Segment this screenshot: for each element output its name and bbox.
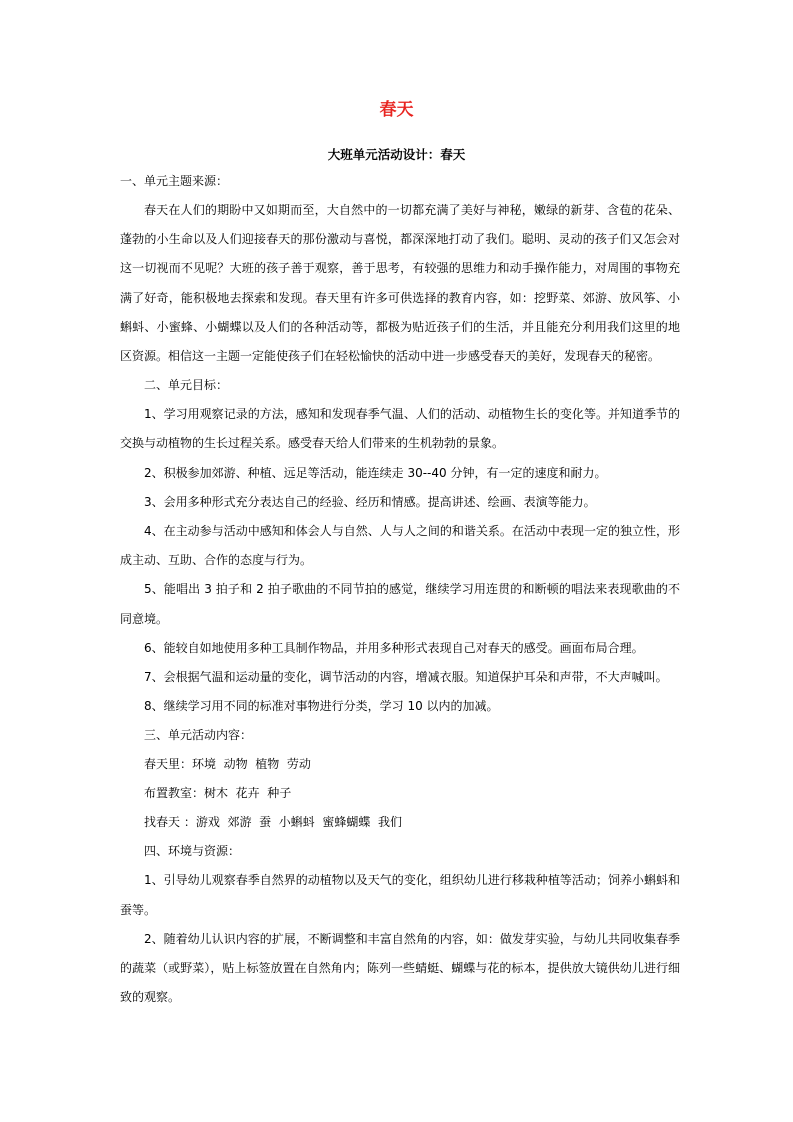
goal-item: 3、会用多种形式充分表达自己的经验、经历和情感。提高讲述、绘画、表演等能力。 [144,494,596,509]
goal-item: 6、能较自如地使用多种工具制作物品，并用多种形式表现自己对春天的感受。画面布局合理。 [144,640,644,655]
section-heading-3: 三、单元活动内容： [144,728,253,743]
goal-item: 7、会根据气温和运动量的变化，调节活动的内容，增减衣服。知道保护耳朵和声带，不大声喊叫。 [144,670,668,685]
activity-line: 春天里：环境 动物 植物 劳动 [144,757,311,772]
goal-item: 4、在主动参与活动中感知和体会人与自然、人与人之间的和谐关系。在活动中表现一定的独立性，形成主动、互助、合作的态度与行为。 [120,524,680,568]
goal-item: 1、学习用观察记录的方法，感知和发现春季气温、人们的活动、动植物生长的变化等。并知道季节的交换与动植物的生长过程关系。感受春天给人们带来的生机勃勃的景象。 [120,407,680,451]
goal-item: 8、继续学习用不同的标准对事物进行分类，学习 10 以内的加减。 [144,699,499,714]
page-title: 春天 [379,100,414,120]
section-heading-2: 二、单元目标： [144,378,229,393]
activity-line: 布置教室：树木 花卉 种子 [144,786,292,801]
section-heading-4: 四、环境与资源： [144,844,241,859]
resource-item: 2、随着幼儿认识内容的扩展，不断调整和丰富自然角的内容，如：做发芽实验，与幼儿共同收集春季的蔬菜（或野菜），贴上标签放置在自然角内；陈列一些蜻蜓、蝴蝶与花的标本，提供放大镜供幼儿进行细致的观察。 [120,931,680,1005]
document-body [120,167,680,1012]
section-heading-1: 一、单元主题来源： [120,174,229,188]
resource-item: 1、引导幼儿观察春季自然界的动植物以及天气的变化，组织幼儿进行移栽种植等活动；饲养小蝌蚪和蚕等。 [120,873,680,917]
document-subtitle: 大班单元活动设计：春天 [327,147,466,162]
goal-item: 5、能唱出 3 拍子和 2 拍子歌曲的不同节拍的感觉，继续学习用连贯的和断顿的唱法来表现歌曲的不同意境。 [120,582,680,626]
goal-item: 2、积极参加郊游、种植、远足等活动，能连续走 30--40 分钟，有一定的速度和耐力。 [144,465,607,480]
activity-line: 找春天 ：游戏 郊游 蚕 小蝌蚪 蜜蜂蝴蝶 我们 [144,815,402,830]
section-1-paragraph: 春天在人们的期盼中又如期而至，大自然中的一切都充满了美好与神秘，嫩绿的新芽、含苞的花朵、蓬勃的小生命以及人们迎接春天的那份激动与喜悦，都深深地打动了我们。聪明、灵动的孩子们又怎会对这一切视而不见呢？大班的孩子善于观察，善于思考，有较强的思维力和动手操作能力，对周围的事物充满了好奇，能积极地去探索和发现。春天里有许多可供选择的教育内容，如：挖野菜、郊游、放风筝、小蝌蚪、小蜜蜂、小蝴蝶以及人们的各种活动等，都极为贴近孩子们的生活，并且能充分利用我们这里的地区资源。相信这一主题一定能使孩子们在轻松愉快的活动中进一步感受春天的美好，发现春天的秘密。 [120,203,680,364]
